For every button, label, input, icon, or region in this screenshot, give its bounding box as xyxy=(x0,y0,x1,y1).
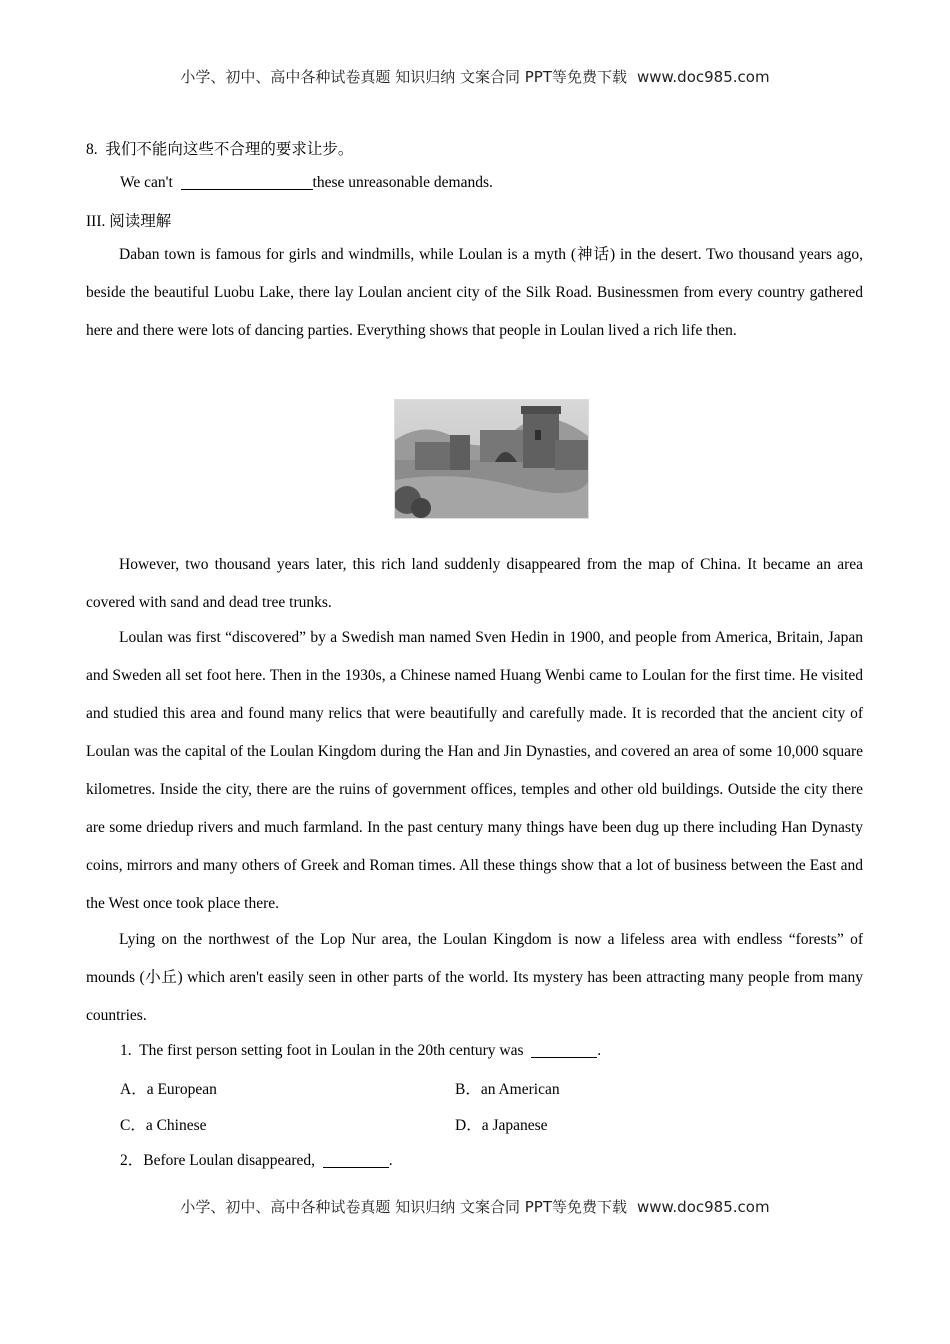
footer-url: www.doc985.com xyxy=(636,1198,770,1216)
option-d[interactable]: D．a Japanese xyxy=(455,1117,548,1134)
question-1-stem: The first person setting foot in Loulan in the 20th century was xyxy=(139,1042,524,1059)
section-title: III. 阅读理解 xyxy=(86,213,172,230)
question-chinese: 我们不能向这些不合理的要求让步。 xyxy=(105,141,354,158)
answer-blank[interactable] xyxy=(181,173,313,190)
header-text: 小学、初中、高中各种试卷真题 知识归纳 文案合同 PPT等免费下载 xyxy=(180,68,627,86)
passage-paragraph-4: Lying on the northwest of the Lop Nur area, the Loulan Kingdom is now a lifeless area with endless “forests” of mounds (小丘) which aren't easily seen in other parts of the world. Its mystery has been attracting many people from many countries. xyxy=(86,931,863,1024)
question-1-blank[interactable] xyxy=(531,1041,597,1058)
passage-paragraph-1: Daban town is famous for girls and windmills, while Loulan is a myth (神话) in the desert. Two thousand years ago, beside the beautiful Luobu Lake, there lay Loulan ancient city of the Silk Road. Businessmen from every country gathered here and there were lots of dancing parties. Everything shows that people in Loulan lived a rich life then. xyxy=(86,246,863,339)
page-header xyxy=(0,66,950,87)
header-url: www.doc985.com xyxy=(636,68,770,86)
question-2: 2．Before Loulan disappeared, . xyxy=(120,1152,393,1169)
translation-answer-line xyxy=(120,173,493,192)
question-1: 1. The first person setting foot in Loulan in the 20th century was . xyxy=(120,1042,602,1059)
question-1-number: 1. xyxy=(120,1042,132,1059)
answer-prefix: We can't xyxy=(120,174,173,191)
question-2-number: 2． xyxy=(120,1152,144,1169)
option-a[interactable]: A．a European xyxy=(120,1081,217,1098)
footer-text: 小学、初中、高中各种试卷真题 知识归纳 文案合同 PPT等免费下载 xyxy=(180,1198,627,1216)
loulan-city-illustration xyxy=(394,399,589,519)
passage-paragraph-3: Loulan was first “discovered” by a Swedish man named Sven Hedin in 1900, and people from America, Britain, Japan and Sweden all set foot here. Then in the 1930s, a Chinese named Huang Wenbi came to Loulan for the first time. He visited and studied this area and found many relics that were beautifully and carefully made. It is recorded that the ancient city of Loulan was the capital of the Loulan Kingdom during the Han and Jin Dynasties, and covered an area of some 10,000 square kilometres. Inside the city, there are the ruins of government offices, temples and other old buildings. Outside the city there are some driedup rivers and much farmland. In the past century many things have been dug up there including Han Dynasty coins, mirrors and many others of Greek and Roman times. All these things show that a lot of business between the East and the West once took place there. xyxy=(86,629,863,912)
passage-paragraph-2: However, two thousand years later, this rich land suddenly disappeared from the map of China. It became an area covered with sand and dead tree trunks. xyxy=(86,556,863,611)
option-b[interactable]: B．an American xyxy=(455,1081,560,1098)
translation-question xyxy=(86,137,353,159)
question-2-blank[interactable] xyxy=(323,1151,389,1168)
answer-suffix: these unreasonable demands. xyxy=(312,174,493,191)
question-number: 8. xyxy=(86,141,98,158)
option-c[interactable]: C．a Chinese xyxy=(120,1117,207,1134)
question-2-stem: Before Loulan disappeared, xyxy=(143,1152,315,1169)
page-footer xyxy=(0,1196,950,1217)
